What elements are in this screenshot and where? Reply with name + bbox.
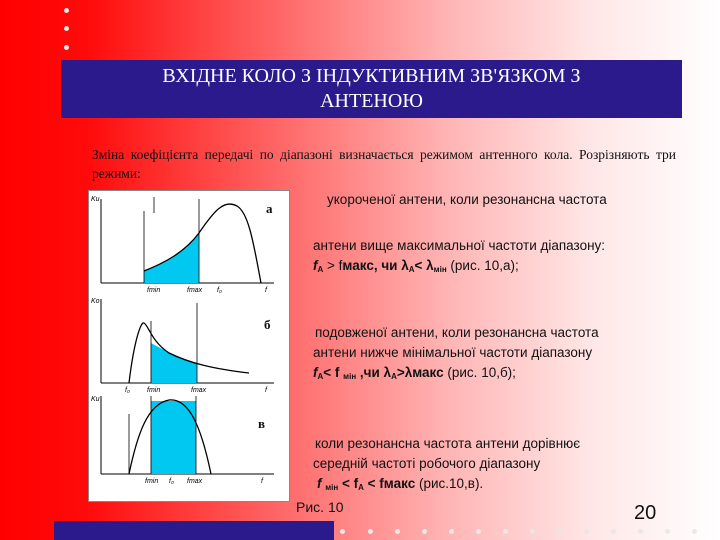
decor-dot: [449, 529, 454, 534]
panel-b: [101, 299, 274, 383]
decor-dot: [638, 529, 643, 534]
tick-label: fmax: [187, 478, 203, 485]
formula-tail: (рис. 10,б);: [443, 365, 516, 380]
page-number: 20: [634, 502, 657, 524]
mode-2-line-1: подовженої антени, коли резонансна частота: [315, 325, 599, 340]
panel-c: [101, 396, 274, 474]
mode-3-line-2: середній частоті робочого діапазону: [313, 456, 541, 471]
bottom-bar: [54, 521, 334, 540]
tick-label: f: [261, 478, 263, 485]
tick-label: fmin: [145, 478, 159, 485]
formula-rest: < λ: [414, 258, 434, 273]
formula-sub2: мін: [343, 372, 357, 381]
decor-dot: [422, 529, 427, 534]
tick-label: f: [265, 287, 267, 294]
mode-1-line-2: антени вище максимальної частоти діапазону:: [313, 238, 606, 253]
decor-dot: [503, 529, 508, 534]
decor-dot: [476, 529, 481, 534]
decor-dot: [64, 8, 69, 13]
formula-op: > f: [323, 258, 343, 273]
panel-letter-b: б: [264, 317, 271, 332]
slide-title: [61, 64, 682, 114]
formula-sub3: A: [391, 372, 397, 381]
decor-dot: [665, 529, 670, 534]
figure-caption: Рис. 10: [296, 499, 344, 515]
passband-fill-b: [151, 343, 197, 383]
panel-letter-c: в: [258, 416, 266, 431]
tick-label: f₀: [125, 387, 130, 394]
mode-1-formula: [313, 256, 519, 279]
figure-svg: [89, 191, 289, 501]
formula-op: < f: [338, 476, 359, 491]
decor-dot: [64, 26, 69, 31]
formula-bold: макс, чи λ: [342, 258, 409, 273]
title-line-2: АНТЕНОЮ: [320, 90, 423, 112]
decor-dot: [557, 529, 562, 534]
decor-dot: [530, 529, 535, 534]
decor-dot: [611, 529, 616, 534]
intro-paragraph: Зміна коефіцієнта передачі по діапазоні визначається режимом антенного кола. Розрізняють три режими:: [92, 147, 676, 181]
tick-label: fmin: [147, 387, 161, 394]
figure-10: [88, 190, 290, 502]
tick-label: fmax: [191, 387, 207, 394]
mode-3-formula: [317, 474, 483, 497]
tick-label: fmin: [147, 287, 161, 294]
formula-op: < f: [323, 365, 344, 380]
decor-dot: [395, 529, 400, 534]
tick-label: f: [265, 387, 267, 394]
title-line-1: ВХІДНЕ КОЛО З ІНДУКТИВНИМ ЗВ'ЯЗКОМ З: [162, 65, 581, 87]
formula-sub: мін: [325, 483, 339, 492]
mode-3-line-1: коли резонансна частота антени дорівнює: [315, 436, 581, 451]
tick-label: fmax: [187, 287, 203, 294]
formula-sub2: A: [358, 483, 364, 492]
formula-sub2: A: [408, 265, 415, 274]
mode-2-line-2: антени нижче мінімальної частоти діапазону: [313, 345, 593, 360]
formula-tail: (рис. 10,а);: [446, 258, 519, 273]
decor-dot: [340, 529, 345, 534]
tick-label: f₀: [169, 478, 174, 485]
y-axis-label: Ku: [91, 396, 100, 403]
formula-sub: A: [317, 265, 324, 274]
formula-sub: A: [317, 372, 324, 381]
formula-f: f: [317, 476, 326, 491]
formula-f: f: [313, 258, 318, 273]
formula-rest: fмакс: [379, 476, 416, 491]
y-axis-label: Ko: [91, 298, 100, 305]
decor-dot: [368, 529, 373, 534]
y-axis-label: Ku: [91, 196, 100, 203]
tick-label: f₀: [217, 287, 222, 294]
panel-letter-a: а: [266, 201, 273, 216]
formula-bold: ,чи λ: [356, 365, 392, 380]
decor-dot: [584, 529, 589, 534]
formula-f: f: [313, 365, 318, 380]
decor-dot: [64, 45, 69, 50]
mode-2-formula: [313, 363, 516, 386]
mode-1-line-1: укороченої антени, коли резонансна частота: [327, 192, 607, 207]
formula-tail: (рис.10,в).: [415, 476, 484, 491]
formula-rest: >λмакс: [396, 365, 444, 380]
formula-bold: <: [363, 476, 380, 491]
formula-sub3: мін: [433, 265, 447, 274]
panel-a: [101, 197, 274, 283]
decor-dot: [692, 529, 697, 534]
